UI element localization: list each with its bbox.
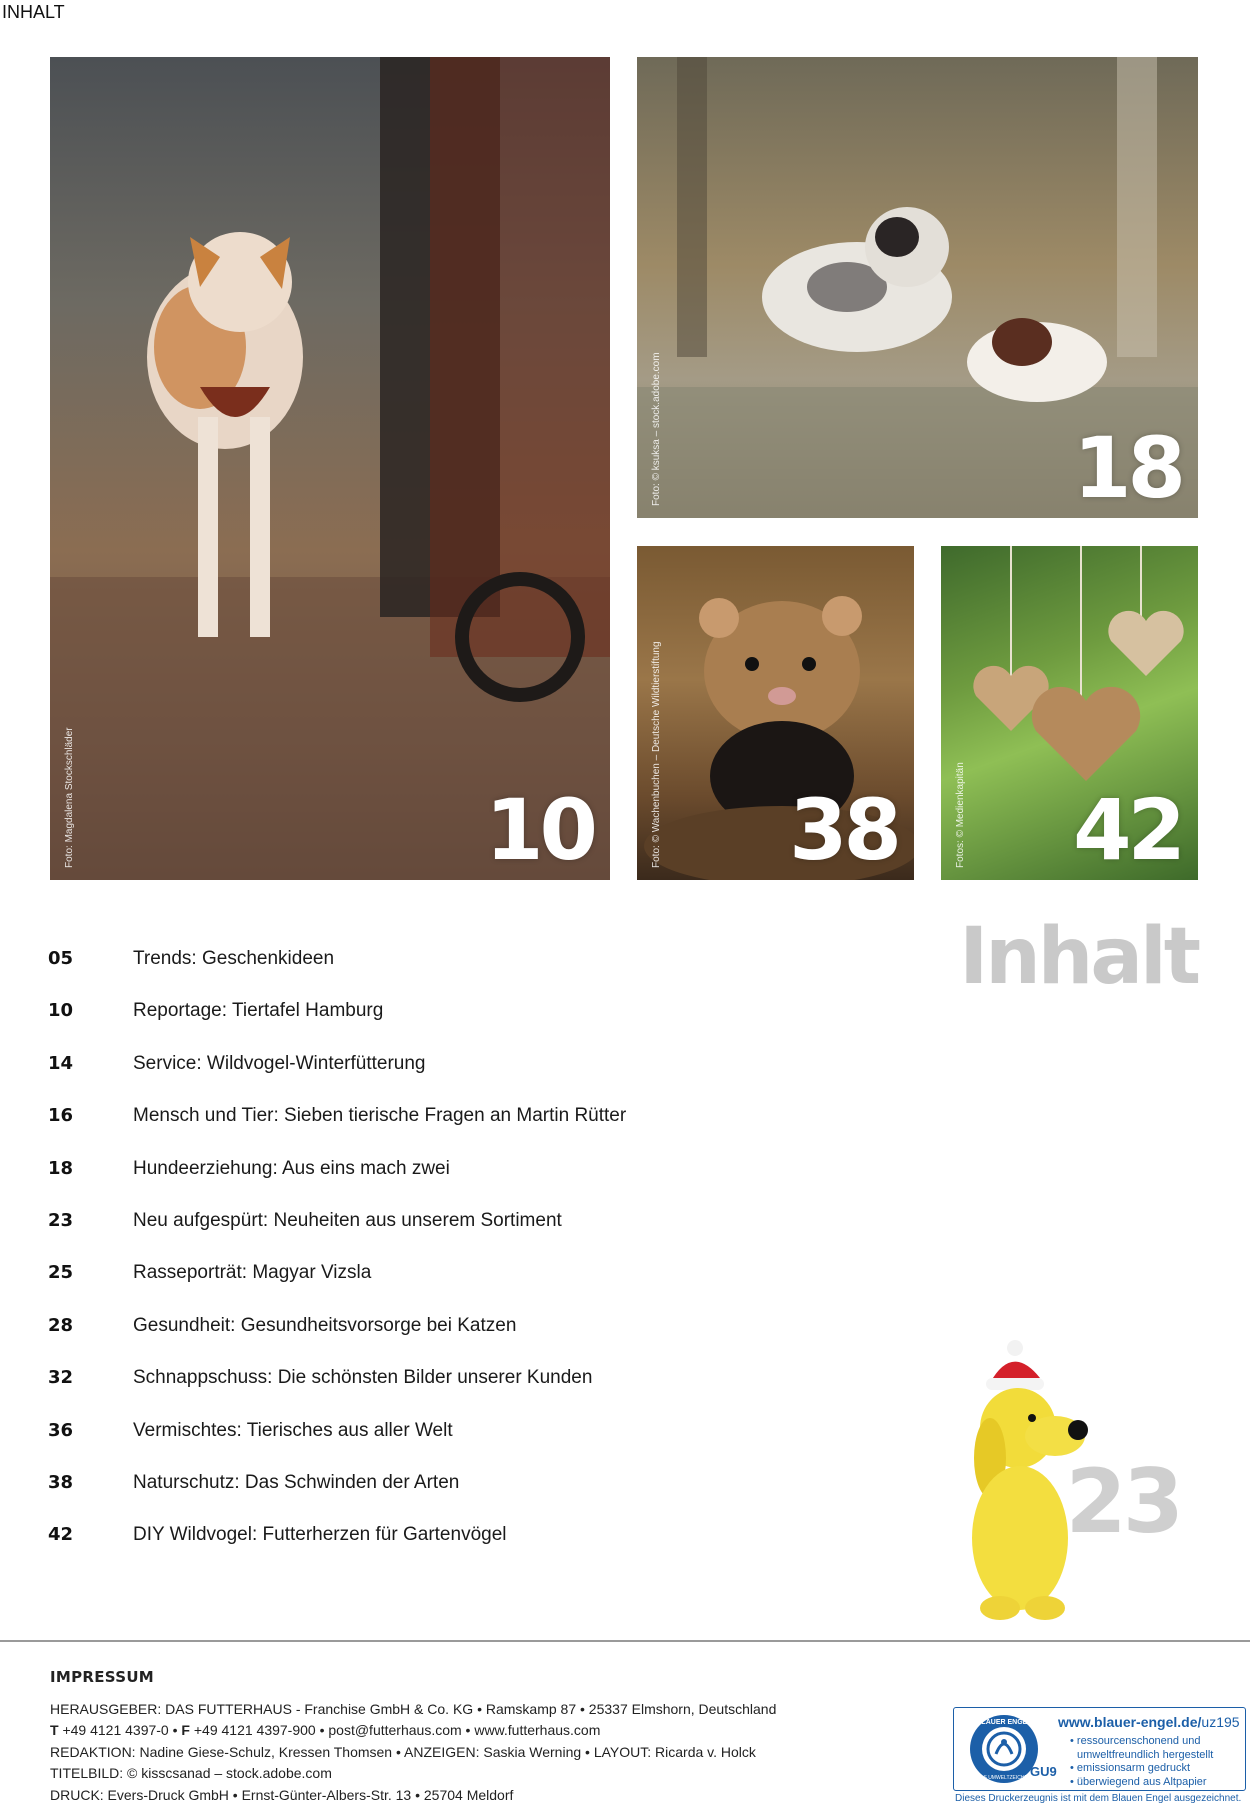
toc-item[interactable] bbox=[48, 1000, 868, 1052]
toc-title: Trends: Geschenkideen bbox=[133, 948, 335, 969]
toc-page-number: 18 bbox=[48, 1157, 74, 1179]
toc-page-number: 28 bbox=[48, 1314, 74, 1336]
toc-title: Neu aufgespürt: Neuheiten aus unserem Sortiment bbox=[133, 1209, 562, 1231]
blauer-engel-point: umweltfreundlich hergestellt bbox=[1077, 1748, 1214, 1761]
photo-dog bbox=[50, 57, 610, 880]
blauer-engel-url[interactable] bbox=[1058, 1714, 1240, 1730]
impressum-contact bbox=[50, 1720, 910, 1742]
toc-item[interactable] bbox=[48, 1524, 868, 1576]
phone-number: +49 4121 4397-0 • bbox=[62, 1722, 178, 1738]
impressum bbox=[50, 1667, 910, 1806]
impressum-publisher: HERAUSGEBER: DAS FUTTERHAUS - Franchise GmbH & Co. KG • Ramskamp 87 • 25337 Elmshorn, Deutschland bbox=[50, 1700, 777, 1717]
toc-item[interactable] bbox=[48, 1210, 868, 1262]
toc-item[interactable] bbox=[48, 948, 868, 1000]
toc-title: Naturschutz: Das Schwinden der Arten bbox=[133, 1471, 460, 1493]
toc-page-number: 16 bbox=[48, 1105, 74, 1127]
toc-title: Hundeerziehung: Aus eins mach zwei bbox=[133, 1157, 450, 1179]
toc-title: Service: Wildvogel-Winterfütterung bbox=[133, 1052, 426, 1074]
toc-page-number: 05 bbox=[48, 948, 74, 969]
toc-page-number: 14 bbox=[48, 1052, 74, 1074]
fax-email-web: +49 4121 4397-900 • post@futterhaus.com • www.futterhaus.com bbox=[193, 1722, 601, 1738]
photo-page-number: 10 bbox=[485, 781, 594, 879]
running-head: INHALT bbox=[2, 2, 65, 22]
photo-credit: Fotos: © Medienkapitän bbox=[955, 762, 966, 868]
dog-illustration bbox=[50, 57, 610, 880]
photo-credit: Foto: Magdalena Stockschläder bbox=[64, 727, 75, 868]
toc-item[interactable] bbox=[48, 1262, 868, 1314]
toc-item[interactable] bbox=[48, 1420, 868, 1472]
photo-birdfood bbox=[941, 546, 1198, 880]
blauer-engel-code: GU9 bbox=[1030, 1764, 1057, 1779]
blauer-engel-point: • ressourcenschonend und bbox=[1070, 1735, 1201, 1747]
photo-hamster bbox=[637, 546, 914, 880]
blauer-engel-points bbox=[1070, 1735, 1213, 1789]
blauer-engel-badge bbox=[953, 1707, 1246, 1807]
photo-puppies bbox=[637, 57, 1198, 518]
page-title: Inhalt bbox=[959, 912, 1198, 1002]
toc-item[interactable] bbox=[48, 1158, 868, 1210]
toc-page-number: 23 bbox=[48, 1209, 74, 1231]
url-main: www.blauer-engel.de/ bbox=[1058, 1714, 1202, 1730]
photo-credit: Foto: © ksuksa – stock.adobe.com bbox=[651, 352, 662, 506]
toc-title: Mensch und Tier: Sieben tierische Fragen an Martin Rütter bbox=[133, 1105, 627, 1127]
impressum-cover: TITELBILD: © kisscsanad – stock.adobe.com bbox=[50, 1765, 332, 1781]
url-suffix: uz195 bbox=[1201, 1714, 1240, 1730]
phone-label: T bbox=[50, 1722, 59, 1738]
toc-title: Schnappschuss: Die schönsten Bilder unserer Kunden bbox=[133, 1367, 593, 1389]
impressum-title: IMPRESSUM bbox=[50, 1668, 155, 1686]
impressum-editorial: REDAKTION: Nadine Giese-Schulz, Kressen Thomsen • ANZEIGEN: Saskia Werning • LAYOUT: Ricarda v. Holck bbox=[50, 1743, 756, 1760]
blauer-engel-point: • überwiegend aus Altpapier bbox=[1070, 1775, 1207, 1788]
plush-page-number: 23 bbox=[1065, 1450, 1180, 1553]
plush-dog-icon bbox=[950, 1338, 1090, 1623]
blauer-engel-footer: Dieses Druckerzeugnis ist mit dem Blauen Engel ausgezeichnet. bbox=[955, 1793, 1242, 1804]
photo-page-number: 18 bbox=[1073, 419, 1182, 517]
toc-item[interactable] bbox=[48, 1105, 868, 1157]
toc-page-number: 36 bbox=[48, 1419, 74, 1441]
blauer-engel-point: • emissionsarm gedruckt bbox=[1070, 1762, 1191, 1774]
toc-title: Vermischtes: Tierisches aus aller Welt bbox=[133, 1419, 453, 1441]
photo-page-number: 42 bbox=[1073, 781, 1182, 879]
impressum-print: DRUCK: Evers-Druck GmbH • Ernst-Günter-Albers-Str. 13 • 25704 Meldorf bbox=[50, 1786, 514, 1803]
table-of-contents bbox=[48, 948, 868, 1577]
toc-title: Reportage: Tiertafel Hamburg bbox=[133, 1000, 384, 1022]
toc-item[interactable] bbox=[48, 1053, 868, 1105]
toc-title: Gesundheit: Gesundheitsvorsorge bei Katzen bbox=[133, 1314, 517, 1336]
blauer-engel-box bbox=[953, 1707, 1246, 1791]
toc-page-number: 25 bbox=[48, 1262, 74, 1284]
toc-title: DIY Wildvogel: Futterherzen für Gartenvögel bbox=[133, 1524, 507, 1546]
toc-item[interactable] bbox=[48, 1315, 868, 1367]
toc-item[interactable] bbox=[48, 1367, 868, 1419]
fax-label: F bbox=[181, 1722, 190, 1738]
toc-item[interactable] bbox=[48, 1472, 868, 1524]
plush-toy-image bbox=[950, 1338, 1200, 1623]
divider bbox=[0, 1640, 1250, 1642]
photo-page-number: 38 bbox=[789, 781, 898, 879]
toc-title: Rasseporträt: Magyar Vizsla bbox=[133, 1262, 372, 1284]
toc-page-number: 10 bbox=[48, 1000, 74, 1022]
seal-top-text: BLAUER ENGEL bbox=[976, 1719, 1032, 1726]
toc-page-number: 42 bbox=[48, 1524, 74, 1546]
toc-page-number: 32 bbox=[48, 1367, 74, 1389]
photo-credit: Foto: © Wachenbuchen – Deutsche Wildtierstiftung bbox=[651, 641, 662, 868]
toc-page-number: 38 bbox=[48, 1471, 74, 1493]
seal-bottom-text: DAS UMWELTZEICHEN bbox=[976, 1775, 1032, 1781]
